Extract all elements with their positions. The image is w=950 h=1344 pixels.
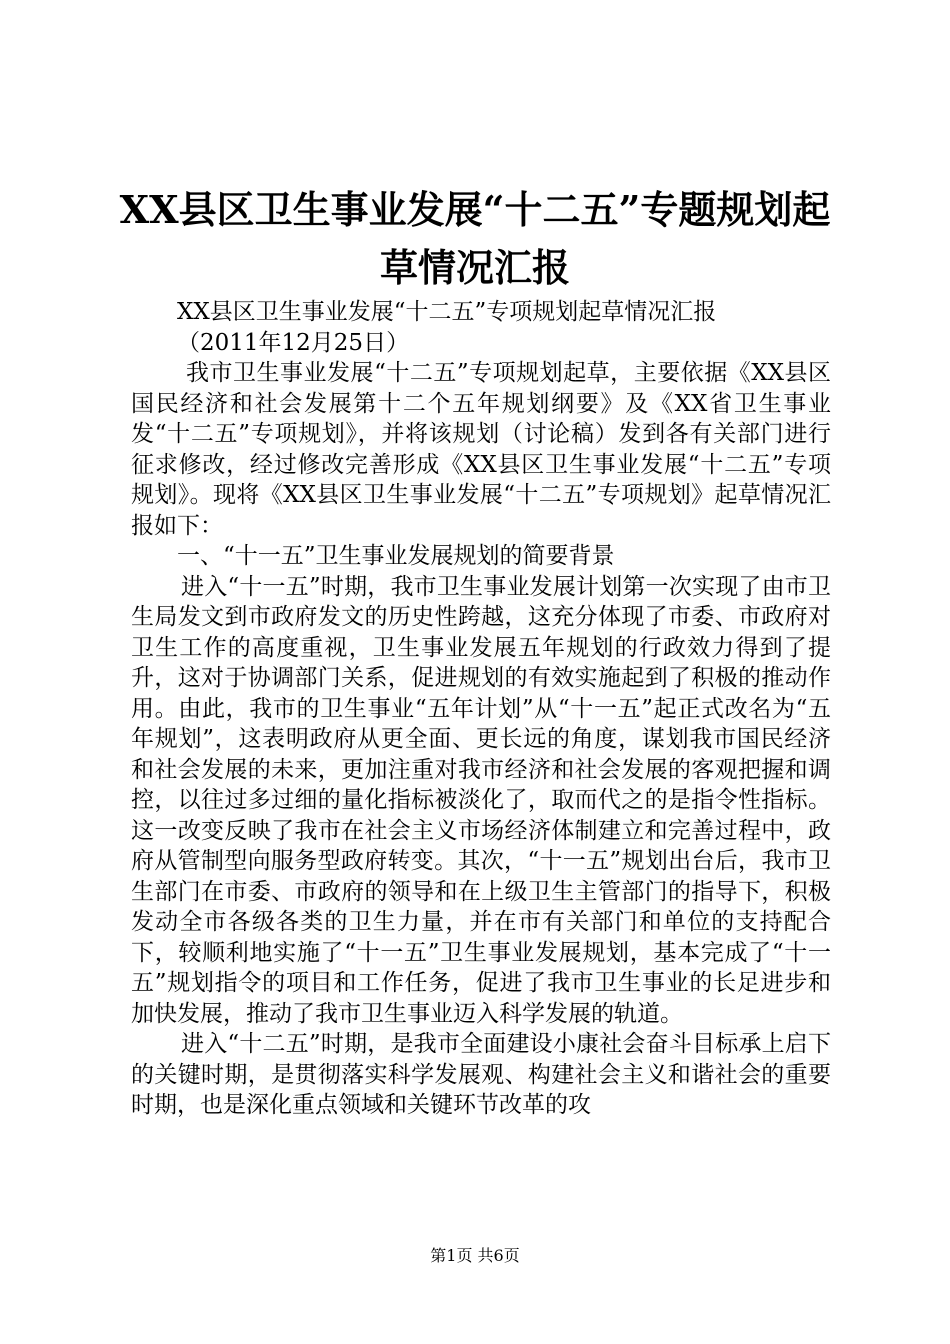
- page-number: 第1页 共6页: [430, 1246, 520, 1265]
- report-date: （2011年12月25日）: [177, 329, 410, 356]
- document-body: [131, 297, 831, 1121]
- page-footer: [0, 1246, 950, 1266]
- section-heading: 一、“十一五”卫生事业发展规划的简要背景: [177, 543, 615, 569]
- document-title-line-1: XX县区卫生事业发展“十二五”专题规划起: [119, 187, 831, 232]
- document-title-line-2: 草情况汇报: [379, 245, 570, 290]
- intro-paragraph: 我市卫生事业发展“十二五”专项规划起草，主要依据《XX县区国民经济和社会发展第十二个五年规划纲要》及《XX省卫生事业发“十二五”专项规划》，并将该规划（讨论稿）发到各有关部门进行征求修改，经过修改完善形成《XX县区卫生事业发展“十二五”专项规划》。现将《XX县区卫生事业发展“十二五”专项规划》起草情况汇报如下：: [131, 360, 831, 539]
- body-paragraph: 进入“十一五”时期，我市卫生事业发展计划第一次实现了由市卫生局发文到市政府发文的历史性跨越，这充分体现了市委、市政府对卫生工作的高度重视，卫生事业发展五年规划的行政效力得到了提升，这对于协调部门关系，促进规划的有效实施起到了积极的推动作用。由此，我市的卫生事业“五年计划”从“十一五”起正式改名为“五年规划”，这表明政府从更全面、更长远的角度，谋划我市国民经济和社会发展的未来，更加注重对我市经济和社会发展的客观把握和调控，以往过多过细的量化指标被淡化了，取而代之的是指令性指标。这一改变反映了我市在社会主义市场经济体制建立和完善过程中，政府从管制型向服务型政府转变。其次，“十一五”规划出台后，我市卫生部门在市委、市政府的领导和在上级卫生主管部门的指导下，积极发动全市各级各类的卫生力量，并在市有关部门和单位的支持配合下，较顺利地实施了“十一五”卫生事业发展规划，基本完成了“十一五”规划指令的项目和工作任务，促进了我市卫生事业的长足进步和加快发展，推动了我市卫生事业迈入科学发展的轨道。: [131, 573, 831, 1027]
- body-paragraph: 进入“十二五”时期，是我市全面建设小康社会奋斗目标承上启下的关键时期，是贯彻落实科学发展观、构建社会主义和谐社会的重要时期，也是深化重点领域和关键环节改革的攻: [131, 1031, 831, 1118]
- report-subtitle: XX县区卫生事业发展“十二五”专项规划起草情况汇报: [177, 299, 717, 325]
